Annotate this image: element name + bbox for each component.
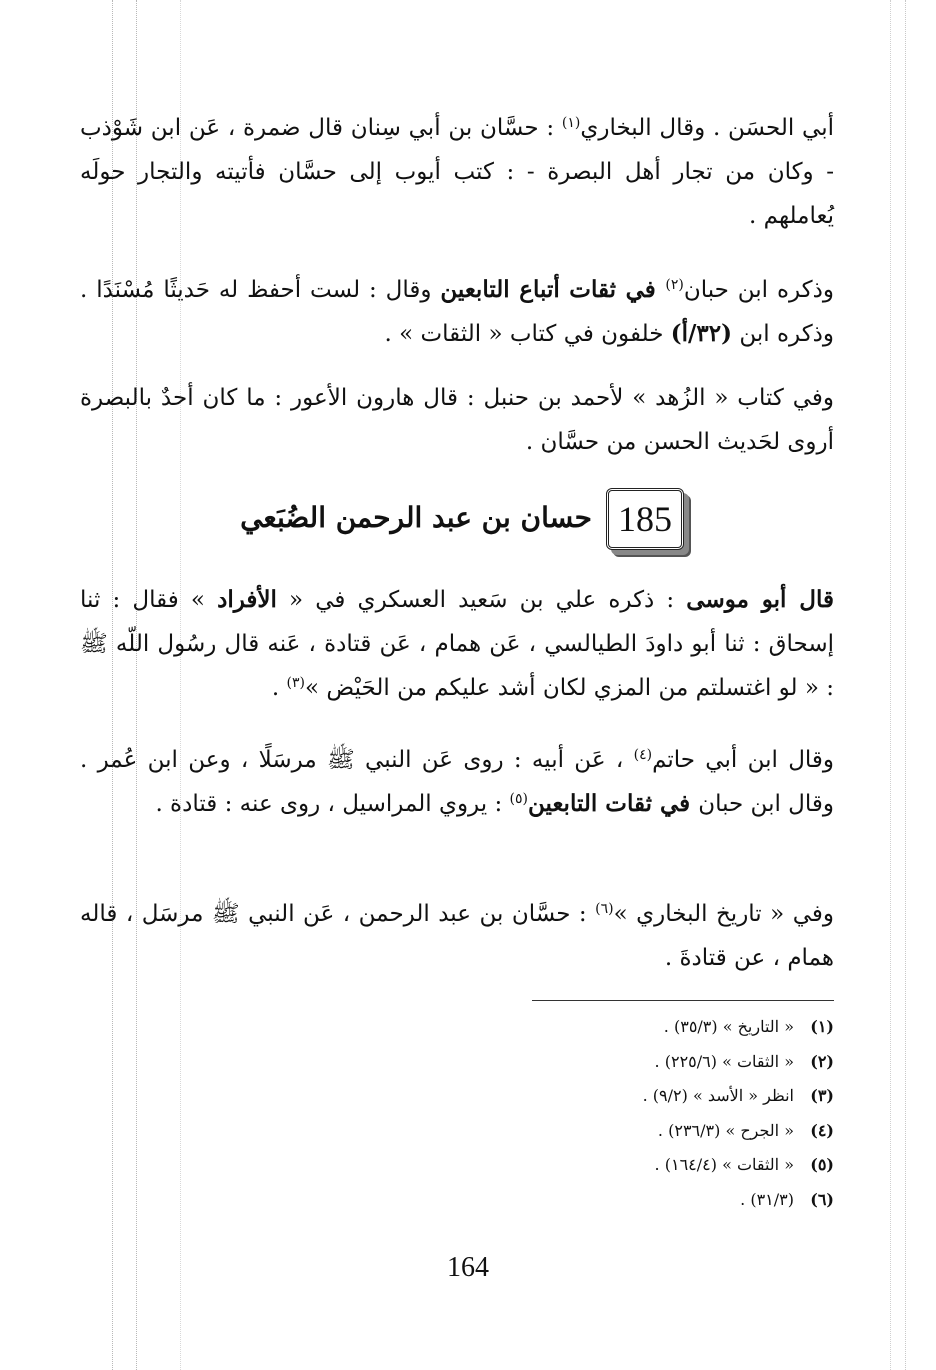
- footnote-item: [500, 1010, 834, 1045]
- text: : حسَّان بن عبد الرحمن ، عَن النبي ﷺ مرسَل ، قاله همام ، عن قتادةَ .: [80, 901, 834, 971]
- bold-text: في ثقات التابعين: [528, 790, 699, 817]
- footnotes: [500, 1010, 834, 1217]
- text: وفي « تاريخ البخاري »: [613, 901, 834, 927]
- text: .: [271, 675, 287, 701]
- footnote-item: [500, 1079, 834, 1114]
- footnote-text: « التاريخ » (٣٥/٣) .: [663, 1017, 794, 1036]
- text: وقال ابن أبي حاتم: [652, 747, 835, 773]
- footnote-item: [500, 1148, 834, 1183]
- footnote-item: [500, 1114, 834, 1149]
- paragraph-2: [80, 268, 834, 356]
- page-number: 164: [447, 1252, 489, 1283]
- footnote-item: [500, 1045, 834, 1080]
- text: أبي الحسَن . وقال البخاري: [580, 115, 834, 141]
- text: : حسَّان بن أبي سِنان قال ضمرة ، عَن ابن شَوْذب - وكان من تجار أهل البصرة - : كتب أيوب إلى حسَّان فأتيته والتجار حولَه يُعاملهم .: [80, 115, 834, 229]
- text: ، عَن أبيه : روى عَن النبي ﷺ مرسَلًا ، وعن ابن عُمر . وقال ابن حبان: [80, 747, 834, 817]
- text: وذكره ابن حبان: [683, 277, 834, 303]
- footnote-text: انظر « الأسد » (٩/٢) .: [642, 1086, 794, 1105]
- footnote-number: (٦): [810, 1189, 834, 1209]
- footnote-ref-3[interactable]: (٣): [286, 675, 306, 691]
- footnote-ref-6[interactable]: (٦): [595, 901, 614, 917]
- footnote-number: (٣): [810, 1086, 834, 1105]
- text: : ذكره علي بن سَعيد العسكري في «: [276, 587, 687, 613]
- footnote-ref-4[interactable]: (٤): [633, 747, 653, 763]
- paragraph-1: [80, 106, 834, 238]
- footnote-number: (١): [810, 1017, 834, 1036]
- footnote-text: « الثقات » (٢٢٥/٦) .: [654, 1051, 794, 1071]
- text: وقال : لست أحفظ له حَديثًا مُسْنَدًا . وذكره ابن: [80, 277, 834, 347]
- footnote-item: [500, 1183, 834, 1218]
- footnote-number: (٥): [810, 1155, 834, 1174]
- text: » فقال : ثنا إسحاق : ثنا أبو داودَ الطيالسي ، عَن همام ، عَن قتادة ، عَنه قال رسُول اللّه ﷺ : « لو اغتسلتم من المزي لكان أشد عليكم من الحَيْض »: [80, 587, 834, 701]
- footnote-separator: [532, 1000, 834, 1001]
- bold-text: قال أبو موسى: [686, 586, 834, 613]
- footnote-text: « الثقات » (١٦٤/٤) .: [654, 1155, 794, 1174]
- bold-text: (٣٢/أ): [670, 320, 733, 347]
- paragraph-6: [80, 892, 834, 980]
- entry-title: حسان بن عبد الرحمن الضُبَعي: [240, 501, 592, 534]
- paragraph-3: [80, 376, 834, 464]
- text: وفي كتاب « الزُهد » لأحمد بن حنبل : قال هارون الأعور : ما كان أحدٌ بالبصرة أروى لحَديث الحسن من حسَّان .: [80, 385, 834, 455]
- entry-number-badge: 185: [606, 488, 684, 550]
- footnote-text: « الجرح » (٢٣٦/٣) .: [657, 1120, 794, 1140]
- text: : يروي المراسيل ، روى عنه : قتادة .: [155, 791, 510, 817]
- bold-text: الأفراد: [217, 586, 277, 613]
- footnote-number: (٤): [810, 1120, 834, 1140]
- footnote-ref-2[interactable]: (٢): [665, 277, 684, 293]
- bold-text: في ثقات أتباع التابعين: [440, 276, 666, 303]
- footnote-ref-1[interactable]: (١): [561, 115, 581, 131]
- paragraph-4: [80, 578, 834, 710]
- text: خلفون في كتاب « الثقات » .: [384, 321, 671, 347]
- footnote-text: (٣١/٣) .: [740, 1189, 794, 1209]
- footnote-number: (٢): [810, 1051, 834, 1071]
- paragraph-5: [80, 738, 834, 826]
- entry-heading: [0, 488, 936, 554]
- footnote-ref-5[interactable]: (٥): [509, 791, 528, 807]
